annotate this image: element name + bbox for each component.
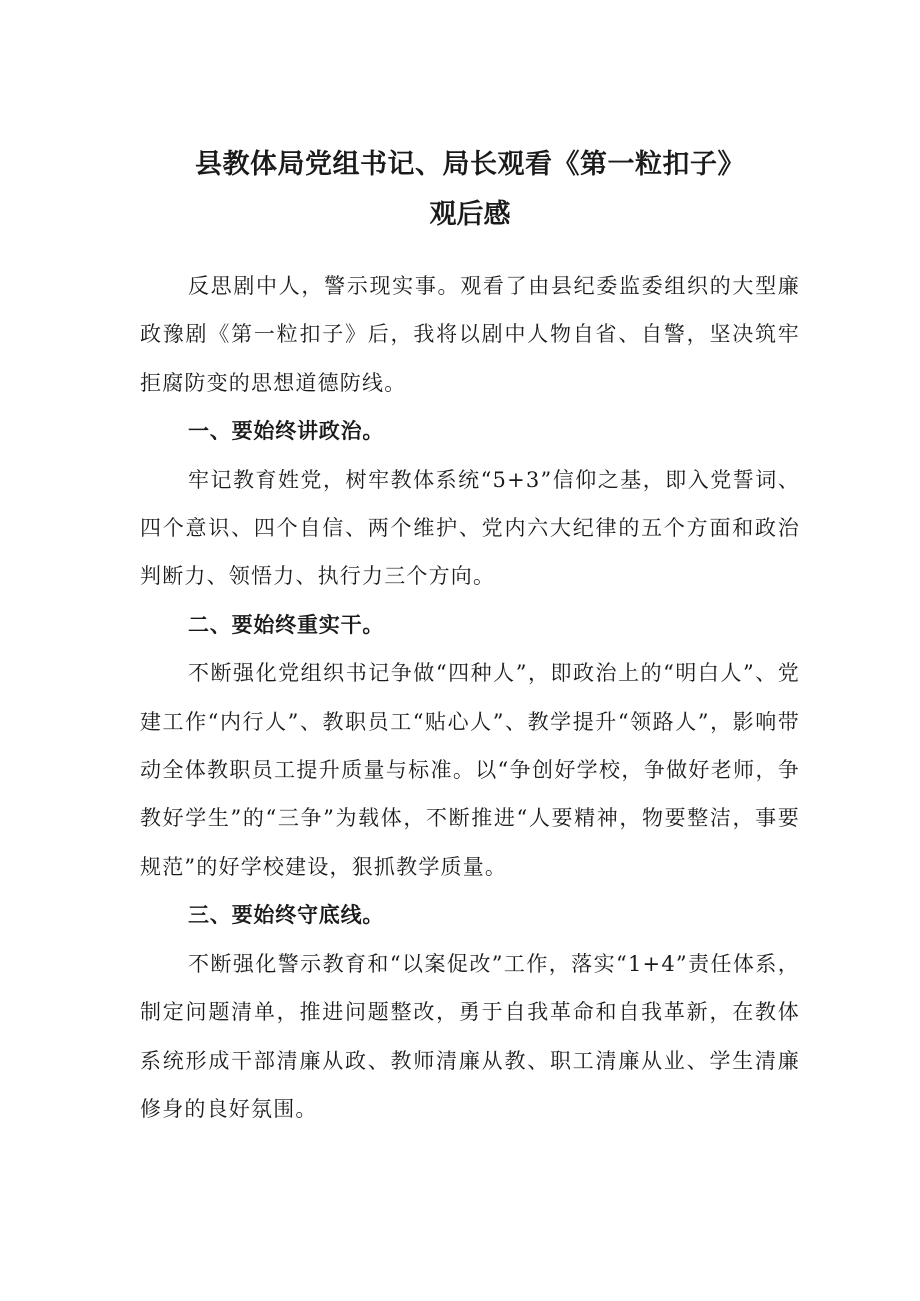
section-heading-1: 一、要始终讲政治。 <box>188 419 385 444</box>
intro-paragraph: 反思剧中人，警示现实事。观看了由县纪委监委组织的大型廉政豫剧《第一粒扣子》后，我将以剧中人物自省、自警，坚决筑牢拒腐防变的思想道德防线。 <box>140 274 800 395</box>
document-body <box>140 262 800 1133</box>
document-title-line1: 县教体局党组书记、局长观看《第一粒扣子》 <box>195 149 745 180</box>
section-heading-3: 三、要始终守底线。 <box>188 903 385 928</box>
section-paragraph-1: 牢记教育姓党，树牢教体系统“5+3”信仰之基，即入党誓词、四个意识、四个自信、两个维护、党内六大纪律的五个方面和政治判断力、领悟力、执行力三个方向。 <box>140 467 800 589</box>
section-paragraph-2: 不断强化党组织书记争做“四种人”，即政治上的“明白人”、党建工作“内行人”、教职员工“贴心人”、教学提升“领路人”，影响带动全体教职员工提升质量与标准。以“争创好学校，争做好老师，争教好学生”的“三争”为载体，不断推进“人要精神，物要整洁，事要规范”的好学校建设，狠抓教学质量。 <box>140 661 800 879</box>
section-heading-2: 二、要始终重实干。 <box>188 612 385 637</box>
document-title-line2: 观后感 <box>429 199 511 230</box>
section-paragraph-3: 不断强化警示教育和“以案促改”工作，落实“1+4”责任体系，制定问题清单，推进问题整改，勇于自我革命和自我革新，在教体系统形成干部清廉从政、教师清廉从教、职工清廉从业、学生清廉修身的良好氛围。 <box>140 951 800 1121</box>
